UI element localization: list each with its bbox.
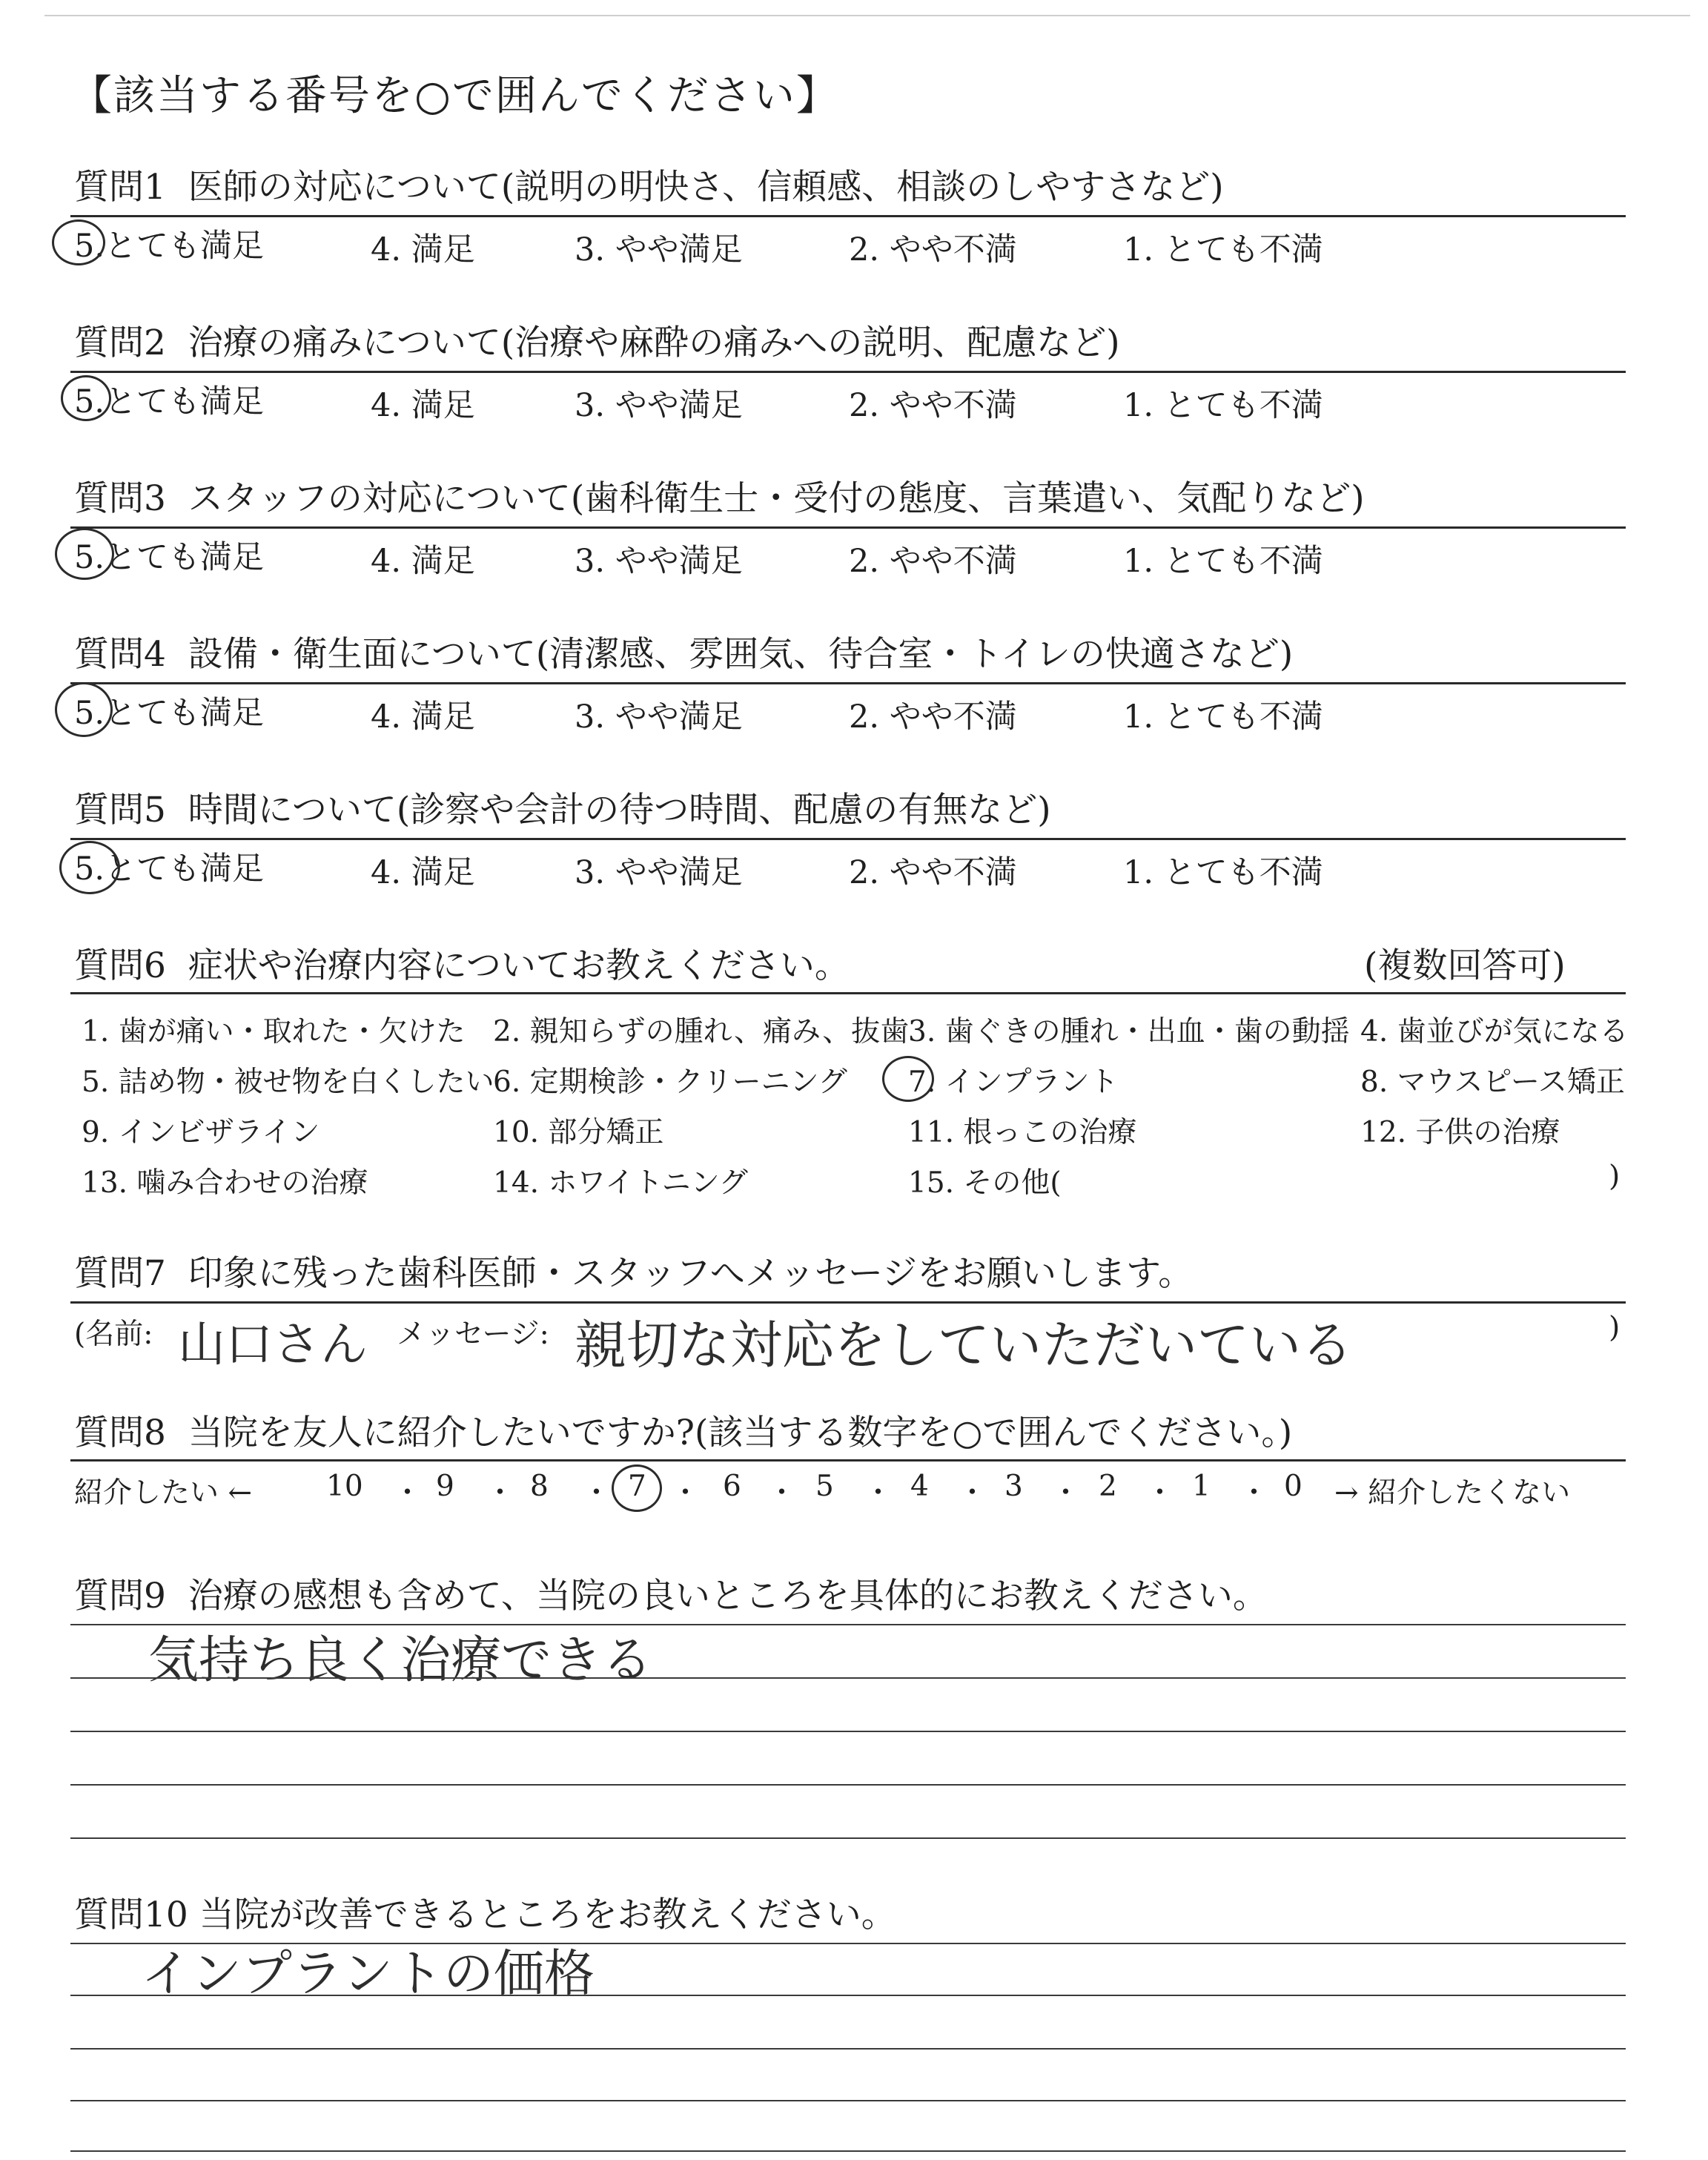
q6-option-4[interactable]: 4. 歯並びが気になる <box>1360 1015 1629 1048</box>
scale-value[interactable]: 2 <box>1099 1470 1117 1503</box>
writing-line <box>70 1837 1626 1839</box>
q6-option-15[interactable]: 15. その他( <box>908 1166 1062 1200</box>
selection-circle <box>55 528 114 580</box>
writing-line <box>70 2048 1626 2050</box>
q9-answer-handwritten[interactable]: 気持ち良く治療できる <box>148 1631 653 1690</box>
divider <box>70 1459 1626 1462</box>
writing-line <box>70 2150 1626 2152</box>
scale-value[interactable]: 4 <box>910 1470 929 1503</box>
option-1[interactable]: 1. とても不満 <box>1123 231 1323 268</box>
option-2[interactable]: 2. やや不満 <box>849 543 1017 580</box>
option-5[interactable]: 5.とても満足 <box>74 228 265 265</box>
option-1[interactable]: 1. とても不満 <box>1123 698 1323 736</box>
question-label: 質問3 <box>74 478 166 519</box>
q6-option-7[interactable]: 7. インプラント <box>908 1066 1119 1099</box>
divider <box>70 992 1626 994</box>
question-label: 質問9 <box>74 1576 166 1616</box>
q6-option-1[interactable]: 1. 歯が痛い・取れた・欠けた <box>82 1015 466 1048</box>
name-handwritten[interactable]: 山口さん <box>178 1318 368 1373</box>
question-text: 印象に残った歯科医師・スタッフへメッセージをお願いします。 <box>188 1253 1194 1294</box>
question-9 <box>74 1568 1268 1618</box>
q6-option-14[interactable]: 14. ホワイトニング <box>493 1166 748 1200</box>
question-label: 質問10 <box>74 1895 188 1935</box>
question-text: 当院を友人に紹介したいですか?(該当する数字を○で囲んでください。) <box>188 1413 1293 1453</box>
question-3 <box>74 471 1365 521</box>
question-text: 医師の対応について(説明の明快さ、信頼感、相談のしやすさなど) <box>188 167 1224 208</box>
writing-line <box>70 1677 1626 1679</box>
question-2 <box>74 315 1120 365</box>
divider <box>70 682 1626 684</box>
writing-line <box>70 1731 1626 1732</box>
message-label: メッセージ: <box>397 1318 549 1351</box>
question-label: 質問6 <box>74 945 166 986</box>
scale-dot: ・ <box>864 1476 893 1510</box>
scale-value[interactable]: 3 <box>1004 1470 1023 1503</box>
scale-value[interactable]: 10 <box>326 1470 363 1503</box>
option-2[interactable]: 2. やや不満 <box>849 854 1017 891</box>
question-7 <box>74 1246 1193 1295</box>
option-4[interactable]: 4. 満足 <box>371 387 475 424</box>
question-label: 質問7 <box>74 1253 166 1294</box>
divider <box>70 526 1626 529</box>
scale-value[interactable]: 1 <box>1192 1470 1211 1503</box>
scale-dot: ・ <box>958 1476 987 1510</box>
scale-dot: ・ <box>486 1476 515 1510</box>
option-3[interactable]: 3. やや満足 <box>575 854 743 891</box>
option-3[interactable]: 3. やや満足 <box>575 698 743 736</box>
recommend-label: 紹介したい ← <box>74 1476 253 1510</box>
divider <box>70 215 1626 217</box>
option-4[interactable]: 4. 満足 <box>371 543 475 580</box>
option-4[interactable]: 4. 満足 <box>371 698 475 736</box>
q6-option-8[interactable]: 8. マウスピース矯正 <box>1360 1066 1625 1099</box>
scale-dot: ・ <box>1051 1476 1081 1510</box>
option-2[interactable]: 2. やや不満 <box>849 387 1017 424</box>
option-2[interactable]: 2. やや不満 <box>849 231 1017 268</box>
question-4 <box>74 627 1293 676</box>
selection-circle <box>52 219 105 265</box>
divider <box>70 838 1626 840</box>
question-text: 時間について(診察や会計の待つ時間、配慮の有無など) <box>188 790 1051 830</box>
q6-option-13[interactable]: 13. 噛み合わせの治療 <box>82 1166 368 1200</box>
q6-option-11[interactable]: 11. 根っこの治療 <box>908 1116 1137 1149</box>
question-label: 質問2 <box>74 323 166 363</box>
message-handwritten[interactable]: 親切な対応をしていただいている <box>575 1315 1353 1375</box>
option-4[interactable]: 4. 満足 <box>371 231 475 268</box>
question-8 <box>74 1405 1292 1455</box>
writing-line <box>70 1943 1626 1944</box>
option-2[interactable]: 2. やや不満 <box>849 698 1017 736</box>
q6-option-9[interactable]: 9. インビザライン <box>82 1116 320 1149</box>
scale-value[interactable]: 9 <box>436 1470 454 1503</box>
q6-option-5[interactable]: 5. 詰め物・被せ物を白くしたい <box>82 1066 494 1099</box>
scale-dot: ・ <box>1145 1476 1175 1510</box>
option-5[interactable]: 5.とても満足 <box>74 695 265 732</box>
scale-dot: ・ <box>767 1476 797 1510</box>
writing-line <box>70 1624 1626 1625</box>
writing-line <box>70 2100 1626 2101</box>
question-text: 設備・衛生面について(清潔感、雰囲気、待合室・トイレの快適さなど) <box>188 634 1294 675</box>
question-label: 質問8 <box>74 1413 166 1453</box>
selection-circle <box>55 682 113 737</box>
question-6 <box>74 938 850 988</box>
question-5 <box>74 782 1051 832</box>
writing-line <box>70 1784 1626 1786</box>
option-5[interactable]: 5.とても満足 <box>74 851 265 888</box>
name-label: (名前: <box>74 1318 153 1351</box>
scale-value[interactable]: 5 <box>815 1470 834 1503</box>
selection-circle <box>612 1464 662 1512</box>
not-recommend-label: → 紹介したくない <box>1334 1476 1571 1510</box>
q6-option-6[interactable]: 6. 定期検診・クリーニング <box>493 1066 847 1099</box>
q10-answer-handwritten[interactable]: インプラントの価格 <box>141 1945 595 2004</box>
selection-circle <box>61 375 111 421</box>
q7-close: ) <box>1609 1311 1621 1344</box>
question-1 <box>74 159 1224 209</box>
option-3[interactable]: 3. やや満足 <box>575 231 743 268</box>
multiple-answer-note: (複数回答可) <box>1364 945 1566 986</box>
scale-value[interactable]: 8 <box>530 1470 549 1503</box>
option-1[interactable]: 1. とても不満 <box>1123 854 1323 891</box>
option-1[interactable]: 1. とても不満 <box>1123 387 1323 424</box>
question-label: 質問4 <box>74 634 166 675</box>
question-text: 治療の感想も含めて、当院の良いところを具体的にお教えください。 <box>188 1576 1268 1616</box>
question-text: 当院が改善できるところをお教えください。 <box>199 1895 896 1935</box>
divider <box>70 371 1626 373</box>
question-label: 質問1 <box>74 167 166 208</box>
selection-circle <box>59 841 120 894</box>
page-title: 【該当する番号を○で囲んでください】 <box>70 72 839 120</box>
writing-line <box>70 1995 1626 1996</box>
q6-option-10[interactable]: 10. 部分矯正 <box>493 1116 664 1149</box>
scale-value[interactable]: 0 <box>1284 1470 1302 1503</box>
option-1[interactable]: 1. とても不満 <box>1123 543 1323 580</box>
q6-option-2[interactable]: 2. 親知らずの腫れ、痛み、抜歯 <box>493 1015 910 1048</box>
question-10 <box>74 1887 896 1937</box>
scale-dot: ・ <box>671 1476 701 1510</box>
option-3[interactable]: 3. やや満足 <box>575 543 743 580</box>
page-top-border <box>44 15 1690 16</box>
question-text: 症状や治療内容についてお教えください。 <box>188 945 850 986</box>
option-4[interactable]: 4. 満足 <box>371 854 475 891</box>
question-text: 治療の痛みについて(治療や麻酔の痛みへの説明、配慮など) <box>188 323 1120 363</box>
q6-option-12[interactable]: 12. 子供の治療 <box>1360 1116 1560 1149</box>
option-5[interactable]: 5.とても満足 <box>74 383 265 420</box>
selection-circle <box>882 1056 934 1102</box>
scale-value[interactable]: 6 <box>723 1470 741 1503</box>
q6-option-15-close: ) <box>1609 1160 1621 1193</box>
option-3[interactable]: 3. やや満足 <box>575 387 743 424</box>
option-5[interactable]: 5.とても満足 <box>74 539 265 576</box>
scale-dot: ・ <box>582 1476 612 1510</box>
scale-dot: ・ <box>1239 1476 1269 1510</box>
scale-value[interactable]: 7 <box>628 1470 646 1503</box>
question-text: スタッフの対応について(歯科衛生士・受付の態度、言葉遣い、気配りなど) <box>188 478 1365 519</box>
scale-dot: ・ <box>393 1476 423 1510</box>
question-label: 質問5 <box>74 790 166 830</box>
q6-option-3[interactable]: 3. 歯ぐきの腫れ・出血・歯の動揺 <box>908 1015 1350 1048</box>
